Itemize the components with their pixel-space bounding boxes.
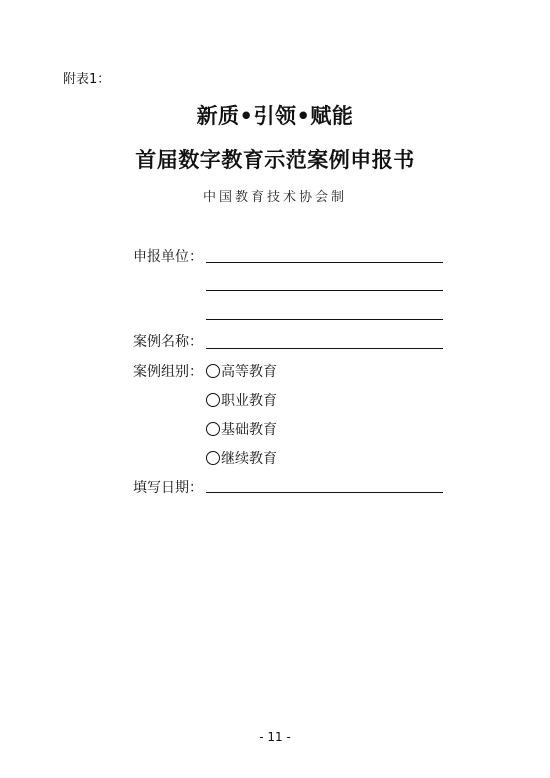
applicant-field-line-2[interactable]	[206, 290, 443, 291]
radio-circle-icon[interactable]	[206, 364, 220, 378]
group-option-higher-education[interactable]: 高等教育	[206, 361, 277, 381]
fill-date-field-line[interactable]	[206, 492, 443, 493]
radio-circle-icon[interactable]	[206, 393, 220, 407]
case-group-label: 案例组别：	[133, 364, 203, 380]
case-name-label: 案例名称：	[133, 334, 203, 350]
page-number: - 11 -	[259, 730, 291, 744]
radio-circle-icon[interactable]	[206, 422, 220, 436]
case-name-field-line[interactable]	[206, 348, 443, 349]
annex-label: 附表1：	[63, 72, 111, 87]
document-title-line1: 新质•引领•赋能	[196, 104, 354, 128]
group-option-basic-education[interactable]: 基础教育	[206, 419, 277, 439]
radio-circle-icon[interactable]	[206, 451, 220, 465]
document-title-line2: 首届数字教育示范案例申报书	[135, 148, 415, 172]
group-option-continuing-education[interactable]: 继续教育	[206, 448, 277, 468]
fill-date-label: 填写日期：	[133, 480, 203, 496]
organizer-line: 中国教育技术协会制	[202, 190, 347, 205]
applicant-field-line-3[interactable]	[206, 319, 443, 320]
group-option-vocational-education[interactable]: 职业教育	[206, 390, 277, 410]
applicant-field-line-1[interactable]	[206, 262, 443, 263]
applicant-label: 申报单位：	[133, 249, 203, 265]
